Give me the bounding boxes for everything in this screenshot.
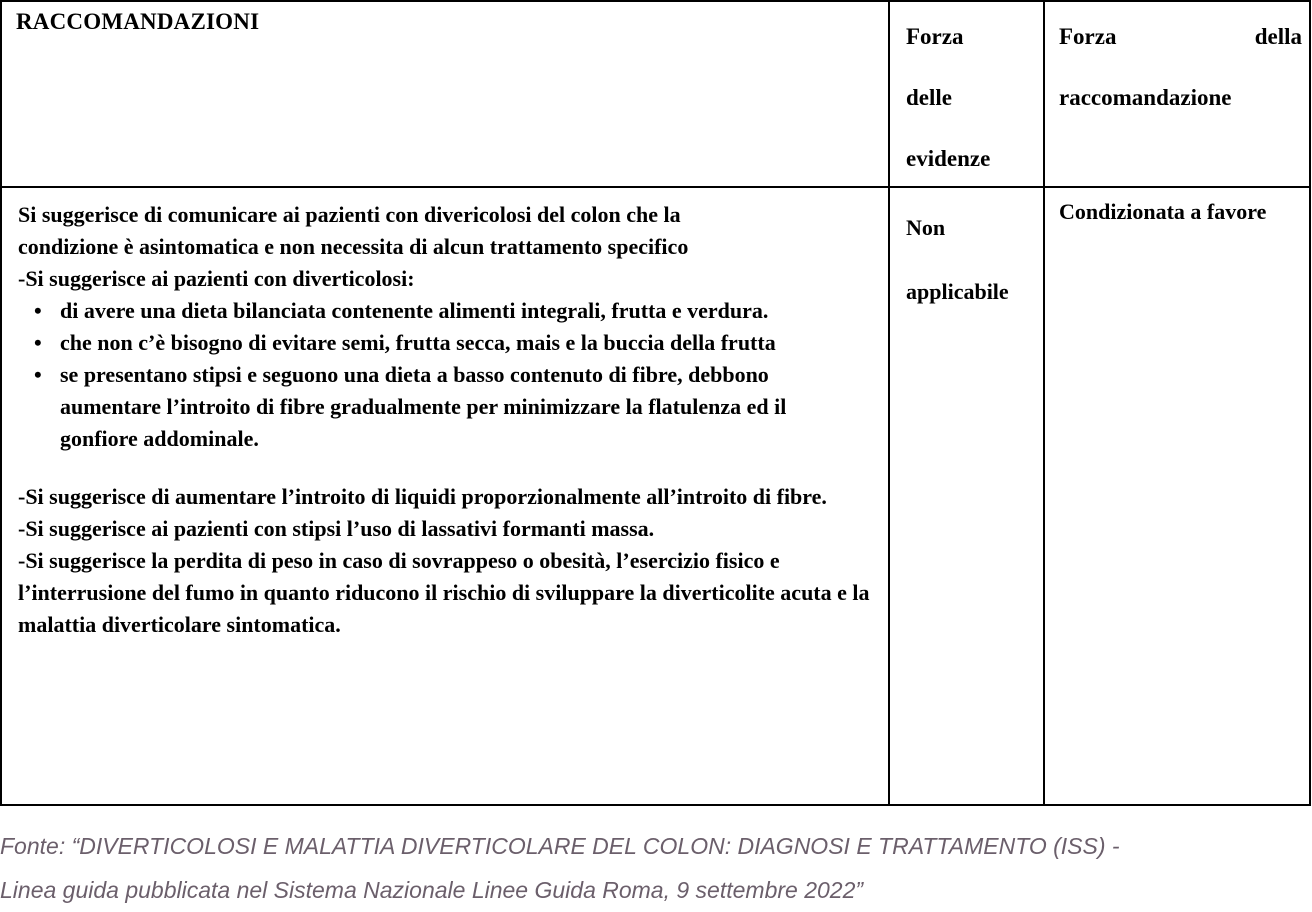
header-col3-line1 — [1059, 6, 1302, 67]
paragraph-liquids: -Si suggerisce di aumentare l’introito di liquidi proporzionalmente all’introito di fibre. — [18, 484, 827, 509]
intro-line: condizione è asintomatica e non necessita di alcun trattamento specifico — [18, 234, 689, 259]
intro-line: Si suggerisce di comunicare ai pazienti con divericolosi del colon che la — [18, 202, 681, 227]
header-row-divider — [2, 186, 1309, 188]
header-forza-della-raccomandazione — [1059, 6, 1302, 128]
column-divider-1 — [888, 2, 890, 804]
header-col2-line: evidenze — [906, 146, 991, 171]
source-caption — [0, 824, 1312, 912]
list-item: • di avere una dieta bilanciata contenente alimenti integrali, frutta e verdura. — [60, 295, 860, 327]
header-col3-word: della — [1254, 24, 1302, 49]
recommendation-strength-cell: Condizionata a favore — [1059, 199, 1267, 224]
header-forza-delle-evidenze — [906, 6, 1036, 189]
list-item: • che non c’è bisogno di evitare semi, frutta secca, mais e la buccia della frutta — [60, 327, 860, 359]
header-col3-word: Forza — [1059, 24, 1117, 49]
recommendation-bullets — [18, 295, 878, 455]
header-col2-line: Forza — [906, 24, 964, 49]
evidence-strength-cell — [906, 196, 1036, 324]
evidence-line: Non — [906, 215, 946, 240]
intro-line: -Si suggerisce ai pazienti con diverticolosi: — [18, 266, 415, 291]
list-item: • se presentano stipsi e seguono una dieta a basso contenuto di fibre, debbono aumentare l’introito di fibre gradualmente per minimizzare la flatulenza ed il gonfiore addominale. — [60, 359, 860, 455]
header-col3-line2: raccomandazione — [1059, 85, 1232, 110]
recommendations-text — [18, 199, 878, 641]
paragraph-laxatives: -Si suggerisce ai pazienti con stipsi l’uso di lassativi formanti massa. — [18, 516, 655, 541]
paragraph-weight: -Si suggerisce la perdita di peso in caso di sovrappeso o obesità, l’esercizio fisico e l’interrusione del fumo in quanto riducono il rischio di sviluppare la diverticolite acuta e la malattia diverticolare sintomatica. — [18, 548, 870, 637]
header-raccomandazioni: RACCOMANDAZIONI — [16, 9, 260, 34]
evidence-line: applicabile — [906, 279, 1009, 304]
caption-line: Linea guida pubblicata nel Sistema Nazionale Linee Guida Roma, 9 settembre 2022” — [0, 877, 864, 903]
header-col2-line: delle — [906, 85, 952, 110]
column-divider-2 — [1043, 2, 1045, 804]
caption-line: Fonte: “DIVERTICOLOSI E MALATTIA DIVERTICOLARE DEL COLON: DIAGNOSI E TRATTAMENTO (ISS) - — [0, 833, 1120, 859]
